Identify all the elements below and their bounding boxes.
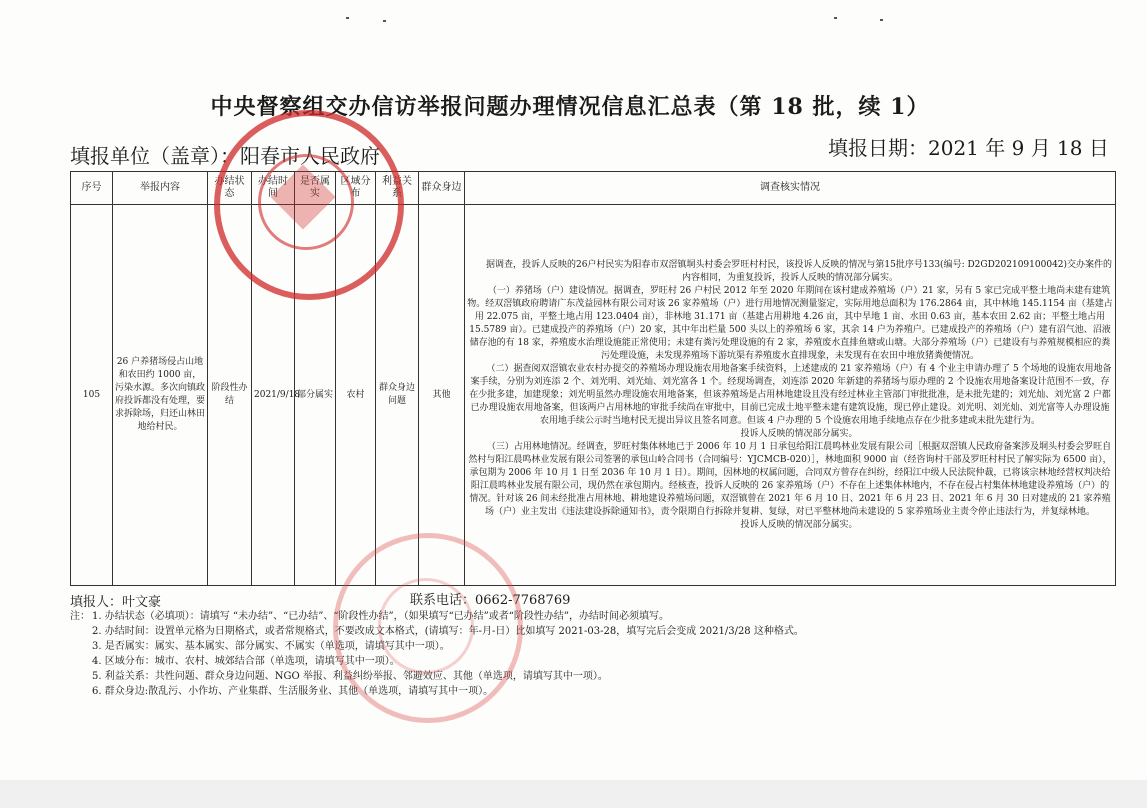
- header-content: 举报内容: [113, 172, 208, 205]
- header-interest: 利益关系: [376, 172, 419, 205]
- cell-group: 其他: [419, 205, 465, 586]
- header-findings: 调查核实情况: [465, 172, 1116, 205]
- cell-status: 阶段性办结: [208, 205, 252, 586]
- scan-speck: [346, 17, 349, 19]
- header-verified: 是否属实: [295, 172, 336, 205]
- note-line: 4. 区域分布：城市、农村、城郊结合部（单选项，请填写其中一项）。: [92, 656, 400, 667]
- header-status: 办结状态: [208, 172, 252, 205]
- scan-speck: [880, 19, 883, 21]
- cell-region: 农村: [336, 205, 376, 586]
- cell-findings: [465, 205, 1116, 586]
- note-line: 5. 利益关系：共性问题、群众身边问题、NGO 举报、利益纠纷举报、邻避效应、其他（单选项，请填写其中一项）。: [92, 671, 608, 682]
- cell-content: 26 户养猪场侵占山地和农田约 1000 亩，污染水源。多次向镇政府投诉都没有处理，要求拆除场，归还山林田地给村民。: [113, 205, 208, 586]
- faded-seal-stamp: [333, 533, 523, 723]
- findings-paragraph: 投诉人反映的情况部分属实。: [740, 428, 858, 439]
- bottom-margin: [0, 780, 1147, 808]
- cell-verified: 部分属实: [295, 205, 336, 586]
- header-time: 办结时间: [252, 172, 295, 205]
- table-row: [71, 205, 1116, 586]
- findings-paragraph: （三）占用林地情况。经调查，罗旺村集体林地已于 2006 年 10 月 1 日承包给阳江晨鸣林业发展有限公司［根据双滘镇人民政府备案涉及垌头村委会罗旺自然村与阳江晨鸣林业发展有限公司签署的承包山岭合同书（合同编号：YJCMCB-020）］，林地面积 9000 亩（经咨询村干部及罗旺村村民了解实际为 6500 亩），承包期为 2006 年 10 月 1 日至 2036 年 10 月 1 日）。期间，因林地的权属问题，合同双方曾存在纠纷，经阳江中级人民法院仲裁，已将该宗林地经营权判决给阳江晨鸣林业发展有限公司，现仍然在承包期内。经核查，投诉人反映的 26 家养殖场（户）不存在上述集体林地内，不存在侵占村集体林地建设养殖场（户）的情况。针对该 26 间未经批准占用林地、耕地建设养殖场问题，双滘镇曾在 2021 年 6 月 10 日、2021 年 6 月 23 日、2021 年 6 月 30 日对建成的 21 家养殖场（户）业主发出《违法建设拆除通知书》，责令限期自行拆除并复耕、复绿，对已平整林地尚未建设的 5 家养殖场业主责令停止违法行为，并复绿林地。: [468, 441, 1112, 517]
- cell-seq: 105: [71, 205, 113, 586]
- findings-paragraph: （二）据查阅双滘镇农业农村办提交的养殖场办理设施农用地备案手续资料，上述建成的 21 家养殖场（户）有 4 个业主申请办理了 5 个场地的设施农用地备案手续，分别为刘连添 2 个、刘光明、刘光灿、刘光富各 1 个。经现场调查，刘连添 2020 年新建的养猪场与原办理的 2 个设施农用地备案设计范围不一致，存在少批多建，加建现象；刘光明虽然办理设施农用地备案，但该养殖场是占用林地建设且没有经过林业主管部门审批批准，是未批先建的；刘光灿、刘光富 2 户都已办理设施农用地备案，但该两户占用林地的审批手续尚在审批中，目前已完成土地平整未建有建筑设施，现已停止建设。刘光明、刘光灿、刘光富等人办理设施农用地手续公示时当地村民无提出异议且签名同意。但该 4 户办理的 5 个设施农用地手续地点存在少批多建或未批先建行为。: [469, 363, 1112, 426]
- document-title: 中央督察组交办信访举报问题办理情况信息汇总表（第 18 批，续 1）: [210, 94, 930, 120]
- official-seal-stamp: [214, 110, 404, 300]
- header-seq: 序号: [71, 172, 113, 205]
- cell-time: 2021/9/18: [252, 205, 295, 586]
- note-line: 2. 办结时间：设置单元格为日期格式，或者常规格式，不要改成文本格式，(请填写：年-月-日）比如填写 2021-03-28，填写完后会变成 2021/3/28 这种格式。: [92, 626, 804, 637]
- note-line: 6. 群众身边:散乱污、小作坊、产业集群、生活服务业、其他（单选项，请填写其中一项）。: [92, 686, 494, 697]
- findings-paragraph: 投诉人反映的情况部分属实。: [740, 519, 858, 530]
- note-text: 1. 办结状态（必填项）：请填写 “未办结”、“已办结”、“阶段性办结”，（如果填写“已办结”或者“阶段性办结”，办结时间必须填写。: [92, 611, 670, 622]
- findings-paragraph: （一）养猪场（户）建设情况。据调查，罗旺村 26 户村民 2012 年至 2020 年期间在该村建成养殖场（户）21 家，另有 5 家已完成平整土地尚未建有建筑物。经双滘镇政府聘请广东茂益园林有限公司对该 26 家养殖场（户）进行用地情况测量鉴定，实际用地总面积为 176.2864 亩，其中林地 145.1154 亩（基建占用 22.075 亩，平整土地占用 123.0404 亩），非林地 31.171 亩（基建占用耕地 4.26 亩，其中旱地 1 亩、水田 0.63 亩，基本农田 2.62 亩；平整土地占用 15.5789 亩）。已建成投产的养殖场（户）20 家，其中年出栏量 500 头以上的养殖场 6 家，其余 14 户为养殖户。已建成投产的养殖场（户）建有沼气池、沼液储存池的有 18 家，养殖废水治理设施能正常使用；未建有粪污处理设施的有 2 家，养殖废水直排鱼塘或山塘。大部分养殖场（户）已建设有与养殖规模相应的粪污处理设施，未发现养殖场下游坑渠有养殖废水直排现象，未发现有在农田中堆放猪粪便情况。: [467, 285, 1113, 361]
- reporting-date: 填报日期：2021 年 9 月 18 日: [828, 136, 1109, 160]
- notes-prefix: 注：: [70, 611, 90, 622]
- reporting-unit: 填报单位（盖章）：阳春市人民政府: [70, 144, 380, 168]
- seal-inner-ring: [378, 578, 474, 674]
- header-region: 区域分布: [336, 172, 376, 205]
- contact-phone: 联系电话：0662-7768769: [410, 593, 571, 608]
- header-group: 群众身边: [419, 172, 465, 205]
- filler-name: 填报人：叶文豪: [70, 595, 162, 610]
- note-line: 3. 是否属实：属实、基本属实、部分属实、不属实（单选项，请填写其中一项）。: [92, 641, 450, 652]
- cell-interest: 群众身边问题: [376, 205, 419, 586]
- scan-speck: [834, 17, 837, 19]
- findings-paragraph: 据调查，投诉人反映的26户村民实为阳春市双滘镇垌头村委会罗旺村村民，该投诉人反映的情况与第15批序号133(编号: D2GD202109100042)交办案件的内容相同，为重复投诉，投诉人反映的情况部分属实。: [485, 259, 1113, 283]
- scan-speck: [383, 20, 386, 22]
